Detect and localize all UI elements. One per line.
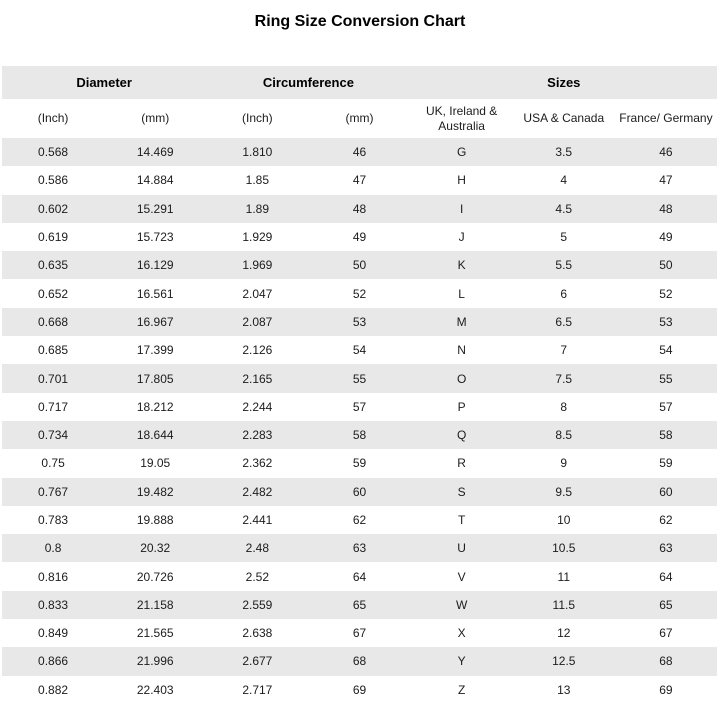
table-cell: K bbox=[457, 258, 466, 273]
table-cell: 16.129 bbox=[136, 258, 174, 273]
table-cell: M bbox=[456, 314, 467, 329]
table-cell: 54 bbox=[659, 343, 673, 358]
table-cell: 0.734 bbox=[38, 428, 69, 443]
table-subheader-row bbox=[2, 99, 717, 138]
table-row bbox=[2, 647, 717, 675]
table-row bbox=[2, 195, 717, 223]
table-row bbox=[2, 676, 717, 704]
table-cell: 0.783 bbox=[38, 513, 69, 527]
table-cell: 19.888 bbox=[136, 513, 174, 527]
table-cell: 64 bbox=[659, 569, 673, 584]
table-cell: W bbox=[455, 597, 468, 612]
table-cell: 19.482 bbox=[136, 484, 174, 499]
table-row bbox=[2, 619, 717, 647]
table-cell: 3.5 bbox=[555, 145, 573, 160]
table-cell: 0.685 bbox=[38, 343, 69, 358]
table-cell: 57 bbox=[352, 399, 367, 414]
table-cell: 2.047 bbox=[242, 286, 273, 301]
table-body bbox=[2, 138, 717, 704]
table-cell: 0.668 bbox=[38, 314, 69, 329]
table-cell: 5 bbox=[560, 230, 568, 245]
table-cell: 5.5 bbox=[555, 258, 573, 273]
table-cell: Q bbox=[456, 428, 467, 443]
ring-size-conversion-table bbox=[2, 66, 717, 704]
table-cell: J bbox=[458, 230, 465, 245]
table-cell: N bbox=[457, 343, 466, 358]
table-cell: 62 bbox=[659, 513, 673, 527]
table-row bbox=[2, 562, 717, 590]
table-cell: 0.586 bbox=[38, 173, 69, 188]
table-row bbox=[2, 421, 717, 449]
column-header-uk-ireland-australia: UK, Ireland & Australia bbox=[411, 99, 513, 138]
table-cell: 48 bbox=[659, 201, 673, 216]
table-cell: 0.833 bbox=[38, 597, 69, 612]
table-cell: 59 bbox=[659, 456, 673, 471]
table-cell: 52 bbox=[352, 286, 367, 301]
table-cell: Y bbox=[457, 654, 466, 669]
table-cell: 0.619 bbox=[38, 230, 69, 245]
table-cell: 8.5 bbox=[555, 428, 573, 443]
table-cell: 18.644 bbox=[136, 428, 174, 443]
table-cell: 2.087 bbox=[242, 314, 273, 329]
table-cell: 53 bbox=[352, 314, 367, 329]
table-cell: 2.482 bbox=[242, 484, 273, 499]
table-cell: 2.52 bbox=[245, 569, 270, 584]
table-cell: 0.816 bbox=[38, 569, 69, 584]
table-cell: 46 bbox=[352, 145, 367, 160]
table-cell: 0.717 bbox=[38, 399, 69, 414]
table-cell: 9 bbox=[560, 456, 568, 471]
table-cell: 54 bbox=[352, 343, 367, 358]
table-header bbox=[2, 66, 717, 138]
table-cell: 0.866 bbox=[38, 654, 69, 669]
table-cell: 46 bbox=[659, 145, 673, 160]
table-cell: 58 bbox=[659, 428, 673, 443]
table-cell: 20.32 bbox=[140, 541, 171, 556]
table-cell: 21.996 bbox=[136, 654, 174, 669]
table-cell: 21.158 bbox=[136, 597, 174, 612]
table-cell: 53 bbox=[659, 314, 673, 329]
table-cell: I bbox=[459, 201, 464, 216]
table-cell: 19.05 bbox=[140, 456, 171, 471]
table-cell: 10.5 bbox=[552, 541, 576, 556]
table-cell: 17.399 bbox=[136, 343, 174, 358]
table-cell: 1.810 bbox=[242, 145, 273, 160]
table-cell: 48 bbox=[352, 201, 367, 216]
table-cell: 47 bbox=[352, 173, 367, 188]
table-cell: 2.126 bbox=[242, 343, 273, 358]
table-cell: 47 bbox=[659, 173, 673, 188]
table-cell: 9.5 bbox=[555, 484, 573, 499]
column-header-diameter-inch: (Inch) bbox=[2, 99, 104, 138]
table-cell: 14.884 bbox=[136, 173, 174, 188]
group-header-circumference: Circumference bbox=[206, 66, 410, 99]
table-cell: T bbox=[457, 513, 466, 527]
table-cell: 16.967 bbox=[136, 314, 174, 329]
table-row bbox=[2, 364, 717, 392]
table-cell: 1.85 bbox=[245, 173, 270, 188]
table-cell: 11.5 bbox=[552, 597, 575, 612]
table-cell: 16.561 bbox=[136, 286, 174, 301]
table-cell: O bbox=[456, 371, 467, 386]
table-cell: 0.75 bbox=[41, 456, 65, 471]
table-cell: 18.212 bbox=[136, 399, 174, 414]
table-row bbox=[2, 393, 717, 421]
table-cell: 2.677 bbox=[242, 654, 273, 669]
table-row bbox=[2, 506, 717, 534]
table-cell: 59 bbox=[352, 456, 367, 471]
table-cell: S bbox=[457, 484, 466, 499]
table-cell: 0.602 bbox=[38, 201, 69, 216]
column-header-circumference-mm: (mm) bbox=[308, 99, 410, 138]
table-cell: 17.805 bbox=[136, 371, 174, 386]
table-cell: 58 bbox=[352, 428, 367, 443]
column-header-diameter-mm: (mm) bbox=[104, 99, 206, 138]
table-cell: 0.767 bbox=[38, 484, 69, 499]
table-cell: 63 bbox=[659, 541, 673, 556]
table-row bbox=[2, 449, 717, 477]
table-cell: 7.5 bbox=[555, 371, 573, 386]
table-group-header-row bbox=[2, 66, 717, 99]
table-cell: 12.5 bbox=[552, 654, 576, 669]
table-row bbox=[2, 223, 717, 251]
table-cell: 2.244 bbox=[242, 399, 273, 414]
table-cell: 4.5 bbox=[555, 201, 573, 216]
table-cell: 65 bbox=[352, 597, 367, 612]
table-cell: 69 bbox=[659, 682, 673, 697]
table-cell: 11 bbox=[557, 569, 570, 584]
table-cell: Z bbox=[457, 682, 466, 697]
table-cell: 0.635 bbox=[38, 258, 69, 273]
table-cell: H bbox=[457, 173, 466, 188]
table-cell: 2.717 bbox=[242, 682, 273, 697]
table-cell: 68 bbox=[352, 654, 367, 669]
table-cell: 13 bbox=[557, 682, 571, 697]
table-cell: 0.701 bbox=[38, 371, 69, 386]
table-cell: 0.568 bbox=[38, 145, 69, 160]
table-row bbox=[2, 279, 717, 307]
table-cell: 2.559 bbox=[242, 597, 273, 612]
table-cell: 50 bbox=[659, 258, 673, 273]
table-row bbox=[2, 166, 717, 194]
table-cell: 0.8 bbox=[44, 541, 62, 556]
table-cell: 57 bbox=[659, 399, 673, 414]
table-cell: 63 bbox=[352, 541, 367, 556]
table-row bbox=[2, 336, 717, 364]
table-cell: P bbox=[457, 399, 466, 414]
table-cell: 14.469 bbox=[136, 145, 174, 160]
page-title: Ring Size Conversion Chart bbox=[254, 13, 466, 30]
table-cell: 21.565 bbox=[136, 626, 174, 641]
table-cell: 22.403 bbox=[136, 682, 174, 697]
table-cell: 2.48 bbox=[245, 541, 270, 556]
table-cell: 64 bbox=[352, 569, 367, 584]
table-row bbox=[2, 591, 717, 619]
table-cell: X bbox=[457, 626, 466, 641]
table-cell: 68 bbox=[659, 654, 673, 669]
table-cell: 8 bbox=[560, 399, 568, 414]
table-cell: 49 bbox=[659, 230, 673, 245]
table-cell: 2.283 bbox=[242, 428, 273, 443]
table-cell: 49 bbox=[352, 230, 367, 245]
table-cell: 10 bbox=[557, 513, 571, 527]
table-cell: 2.165 bbox=[242, 371, 273, 386]
column-header-circumference-inch: (Inch) bbox=[206, 99, 308, 138]
table-cell: 60 bbox=[352, 484, 367, 499]
table-cell: 67 bbox=[352, 626, 367, 641]
table-cell: 20.726 bbox=[136, 569, 174, 584]
table-cell: 0.652 bbox=[38, 286, 69, 301]
table-cell: 2.362 bbox=[242, 456, 273, 471]
table-cell: 1.969 bbox=[242, 258, 273, 273]
table-cell: 55 bbox=[352, 371, 367, 386]
group-header-diameter: Diameter bbox=[2, 66, 206, 99]
table-row bbox=[2, 308, 717, 336]
table-cell: 7 bbox=[560, 343, 568, 358]
table-cell: 15.723 bbox=[136, 230, 174, 245]
table-cell: 1.929 bbox=[242, 230, 273, 245]
table-cell: 2.441 bbox=[242, 513, 273, 527]
table-cell: 0.849 bbox=[38, 626, 69, 641]
table-cell: 67 bbox=[659, 626, 673, 641]
table-cell: 69 bbox=[352, 682, 367, 697]
column-header-usa-canada: USA & Canada bbox=[513, 99, 615, 138]
table-row bbox=[2, 534, 717, 562]
table-row bbox=[2, 478, 717, 506]
table-cell: L bbox=[458, 286, 465, 301]
table-cell: 1.89 bbox=[245, 201, 270, 216]
table-cell: 4 bbox=[560, 173, 568, 188]
table-cell: G bbox=[456, 145, 467, 160]
column-header-france-germany: France/ Germany bbox=[615, 99, 717, 138]
table-cell: 52 bbox=[659, 286, 673, 301]
table-cell: 0.882 bbox=[38, 682, 69, 697]
table-cell: 55 bbox=[659, 371, 673, 386]
table-cell: 6 bbox=[560, 286, 568, 301]
table-row bbox=[2, 138, 717, 166]
table-cell: 2.638 bbox=[242, 626, 273, 641]
table-cell: 50 bbox=[352, 258, 367, 273]
table-cell: 60 bbox=[659, 484, 673, 499]
table-cell: 12 bbox=[557, 626, 571, 641]
table-row bbox=[2, 251, 717, 279]
table-cell: 6.5 bbox=[555, 314, 573, 329]
group-header-sizes: Sizes bbox=[411, 66, 717, 99]
table-cell: 62 bbox=[352, 513, 367, 527]
table-cell: R bbox=[457, 456, 466, 471]
table-cell: U bbox=[457, 541, 466, 556]
table-cell: V bbox=[457, 569, 466, 584]
table-cell: 65 bbox=[659, 597, 673, 612]
table-cell: 15.291 bbox=[136, 201, 174, 216]
